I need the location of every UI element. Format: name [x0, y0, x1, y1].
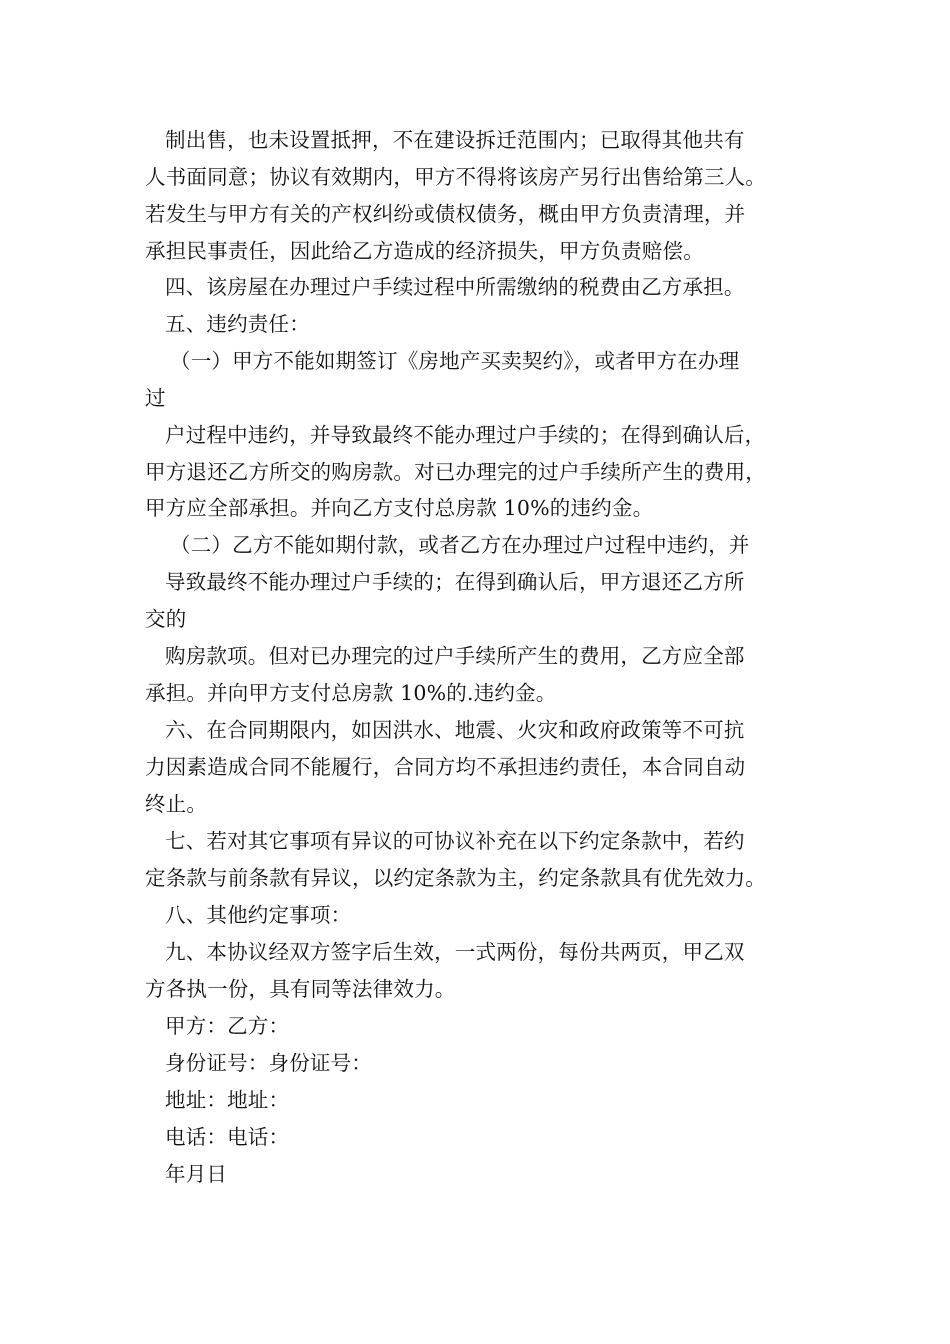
paragraph-line: 甲方应全部承担。并向乙方支付总房款 10%的违约金。: [145, 496, 654, 520]
clause-seven: 七、若对其它事项有异议的可协议补充在以下约定条款中，若约: [165, 829, 745, 853]
paragraph-line: 制出售，也未设置抵押，不在建设拆迁范围内；已取得其他共有: [165, 128, 745, 152]
paragraph-line: 若发生与甲方有关的产权纠纷或债权债务，概由甲方负责清理，并: [145, 202, 746, 226]
signature-addresses: 地址：地址：: [165, 1088, 290, 1112]
clause-five-heading: 五、违约责任：: [165, 312, 310, 336]
signature-phones: 电话：电话：: [165, 1125, 290, 1149]
clause-six: 六、在合同期限内，如因洪水、地震、火灾和政府政策等不可抗: [165, 718, 745, 742]
paragraph-line: 人书面同意；协议有效期内，甲方不得将该房产另行出售给第三人。: [145, 165, 766, 189]
signature-parties: 甲方：乙方：: [165, 1014, 290, 1038]
paragraph-line: 力因素造成合同不能履行，合同方均不承担违约责任，本合同自动: [145, 755, 746, 779]
paragraph-line: 交的: [145, 607, 187, 631]
paragraph-line: 方各执一份，具有同等法律效力。: [145, 977, 456, 1001]
clause-five-item-one: （一）甲方不能如期签订《房地产买卖契约》，或者甲方在办理: [170, 349, 740, 373]
paragraph-line: 购房款项。但对已办理完的过户手续所产生的费用，乙方应全部: [165, 644, 745, 668]
signature-date: 年月日: [165, 1162, 228, 1186]
paragraph-line: 过: [145, 386, 166, 410]
paragraph-line: 甲方退还乙方所交的购房款。对已办理完的过户手续所产生的费用，: [145, 460, 766, 484]
clause-eight: 八、其他约定事项：: [165, 903, 352, 927]
clause-four: 四、该房屋在办理过户手续过程中所需缴纳的税费由乙方承担。: [165, 275, 745, 299]
paragraph-line: 定条款与前条款有异议，以约定条款为主，约定条款具有优先效力。: [145, 866, 766, 890]
paragraph-line: 承担民事责任，因此给乙方造成的经济损失，甲方负责赔偿。: [145, 239, 704, 263]
paragraph-line: 承担。并向甲方支付总房款 10%的.违约金。: [145, 681, 557, 705]
paragraph-line: 导致最终不能办理过户手续的；在得到确认后，甲方退还乙方所: [165, 570, 745, 594]
clause-nine: 九、本协议经双方签字后生效，一式两份，每份共两页，甲乙双: [165, 940, 745, 964]
signature-id-numbers: 身份证号：身份证号：: [165, 1051, 372, 1075]
paragraph-line: 终止。: [145, 792, 208, 816]
paragraph-line: 户过程中违约，并导致最终不能办理过户手续的；在得到确认后，: [165, 423, 766, 447]
clause-five-item-two: （二）乙方不能如期付款，或者乙方在办理过户过程中违约，并: [170, 533, 750, 557]
